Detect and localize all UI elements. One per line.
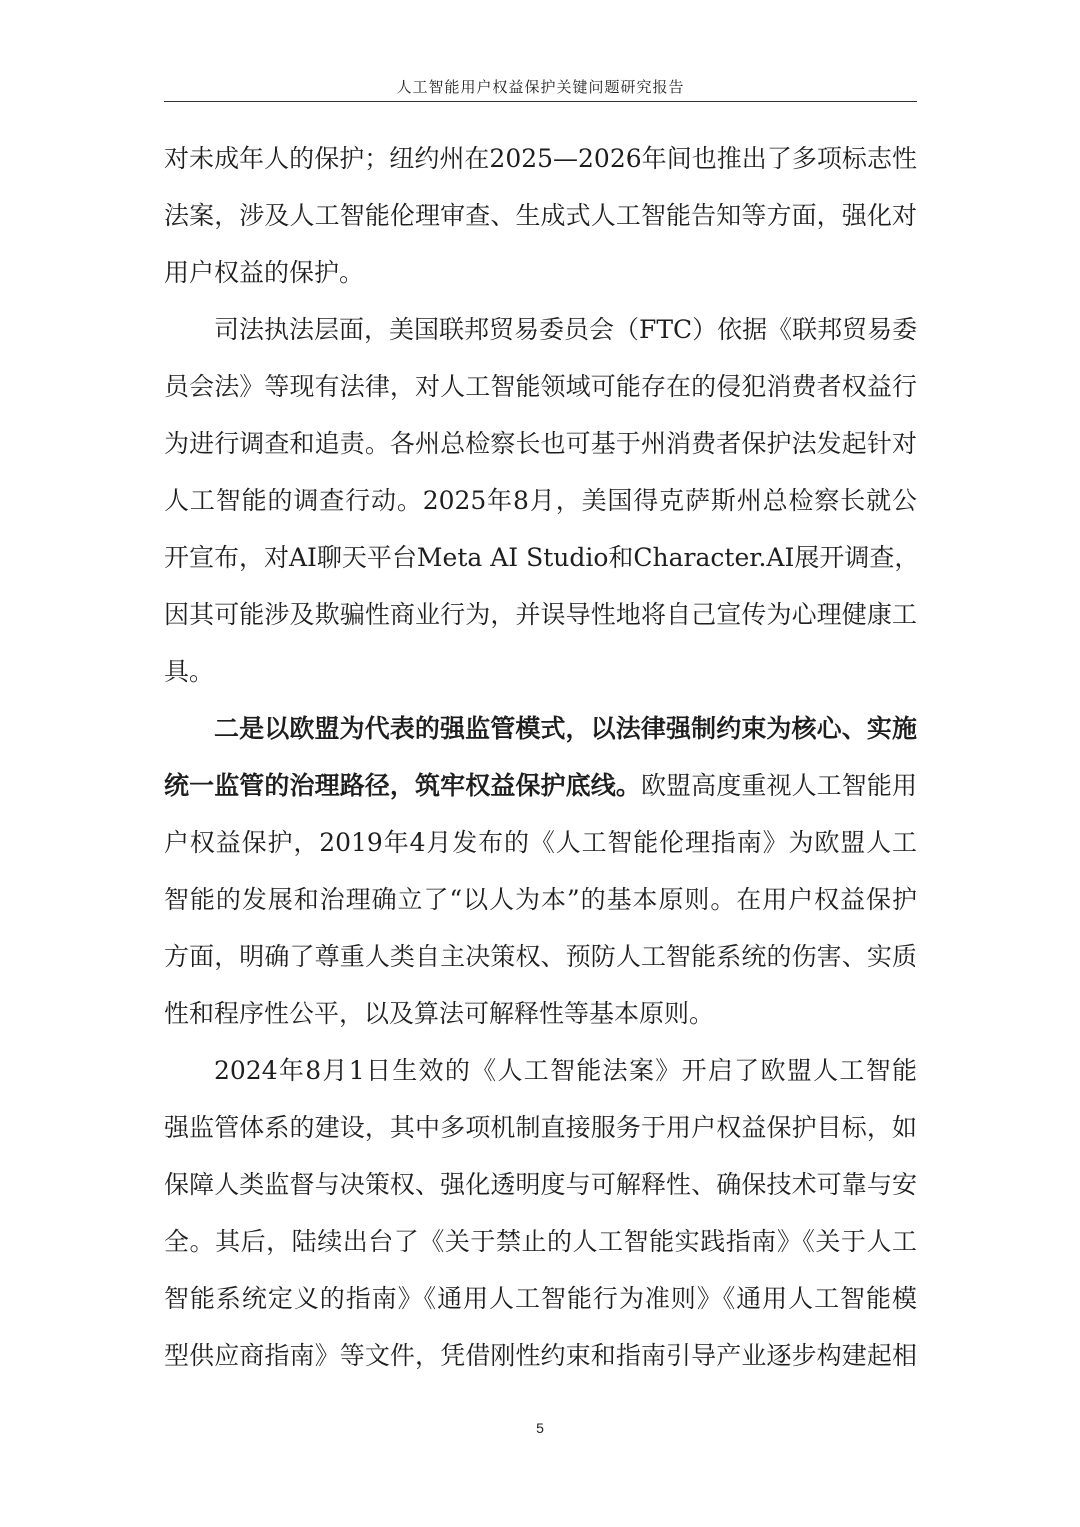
text-line (164, 757, 917, 814)
body-text (164, 130, 920, 1384)
text-segment: 全。其后，陆续出台了《关于禁止的人工智能实践指南》《关于人工 (164, 1227, 917, 1256)
header-divider (164, 101, 917, 102)
text-line (164, 1270, 917, 1327)
text-segment: 智能系统定义的指南》《通用人工智能行为准则》《通用人工智能模 (164, 1284, 917, 1313)
text-segment: 智能的发展和治理确立了“以人为本”的基本原则。在用户权益保护 (164, 885, 917, 914)
text-segment: 性和程序性公平，以及算法可解释性等基本原则。 (164, 999, 715, 1028)
text-segment: 2024年8月1日生效的《人工智能法案》开启了欧盟人工智能 (214, 1056, 917, 1085)
text-line (164, 1327, 917, 1384)
text-segment: 用户权益的保护。 (164, 258, 365, 287)
text-segment: 对未成年人的保护；纽约州在2025—2026年间也推出了多项标志性 (164, 144, 917, 173)
text-line (164, 472, 917, 529)
text-line (164, 358, 917, 415)
text-line (164, 586, 917, 643)
text-segment: 方面，明确了尊重人类自主决策权、预防人工智能系统的伤害、实质 (164, 942, 917, 971)
text-segment: 型供应商指南》等文件，凭借刚性约束和指南引导产业逐步构建起相 (164, 1341, 917, 1370)
text-segment: 司法执法层面，美国联邦贸易委员会（FTC）依据《联邦贸易委 (214, 315, 918, 344)
text-segment: 开宣布，对AI聊天平台Meta AI Studio和Character.AI展开调查， (164, 543, 920, 572)
page-header: 人工智能用户权益保护关键问题研究报告 (396, 78, 685, 96)
text-line (164, 1156, 917, 1213)
text-line (164, 529, 920, 586)
text-line (164, 643, 917, 700)
text-segment: 法案，涉及人工智能伦理审查、生成式人工智能告知等方面，强化对 (164, 201, 917, 230)
text-segment: 强监管体系的建设，其中多项机制直接服务于用户权益保护目标，如 (164, 1113, 917, 1142)
text-line (164, 415, 917, 472)
text-line (164, 814, 917, 871)
bold-text-segment: 统一监管的治理路径，筑牢权益保护底线。 (164, 771, 641, 800)
text-segment: 员会法》等现有法律，对人工智能领域可能存在的侵犯消费者权益行 (164, 372, 917, 401)
text-line (164, 1099, 917, 1156)
text-line (164, 871, 917, 928)
text-segment: 人工智能的调查行动。2025年8月，美国得克萨斯州总检察长就公 (164, 486, 917, 515)
bold-text-segment: 二是以欧盟为代表的强监管模式，以法律强制约束为核心、实施 (214, 714, 917, 743)
text-line (164, 301, 917, 358)
text-line (164, 244, 917, 301)
text-segment: 户权益保护，2019年4月发布的《人工智能伦理指南》为欧盟人工 (164, 828, 917, 857)
text-segment: 保障人类监督与决策权、强化透明度与可解释性、确保技术可靠与安 (164, 1170, 917, 1199)
text-line (164, 928, 917, 985)
text-line (164, 1042, 917, 1099)
page-number: 5 (536, 1420, 544, 1436)
text-segment: 为进行调查和追责。各州总检察长也可基于州消费者保护法发起针对 (164, 429, 917, 458)
text-line (164, 700, 917, 757)
text-line (164, 1213, 917, 1270)
text-line (164, 130, 917, 187)
text-line (164, 187, 917, 244)
text-segment: 具。 (164, 657, 215, 686)
text-segment: 欧盟高度重视人工智能用 (640, 771, 917, 800)
text-line (164, 985, 917, 1042)
text-segment: 因其可能涉及欺骗性商业行为，并误导性地将自己宣传为心理健康工 (164, 600, 917, 629)
